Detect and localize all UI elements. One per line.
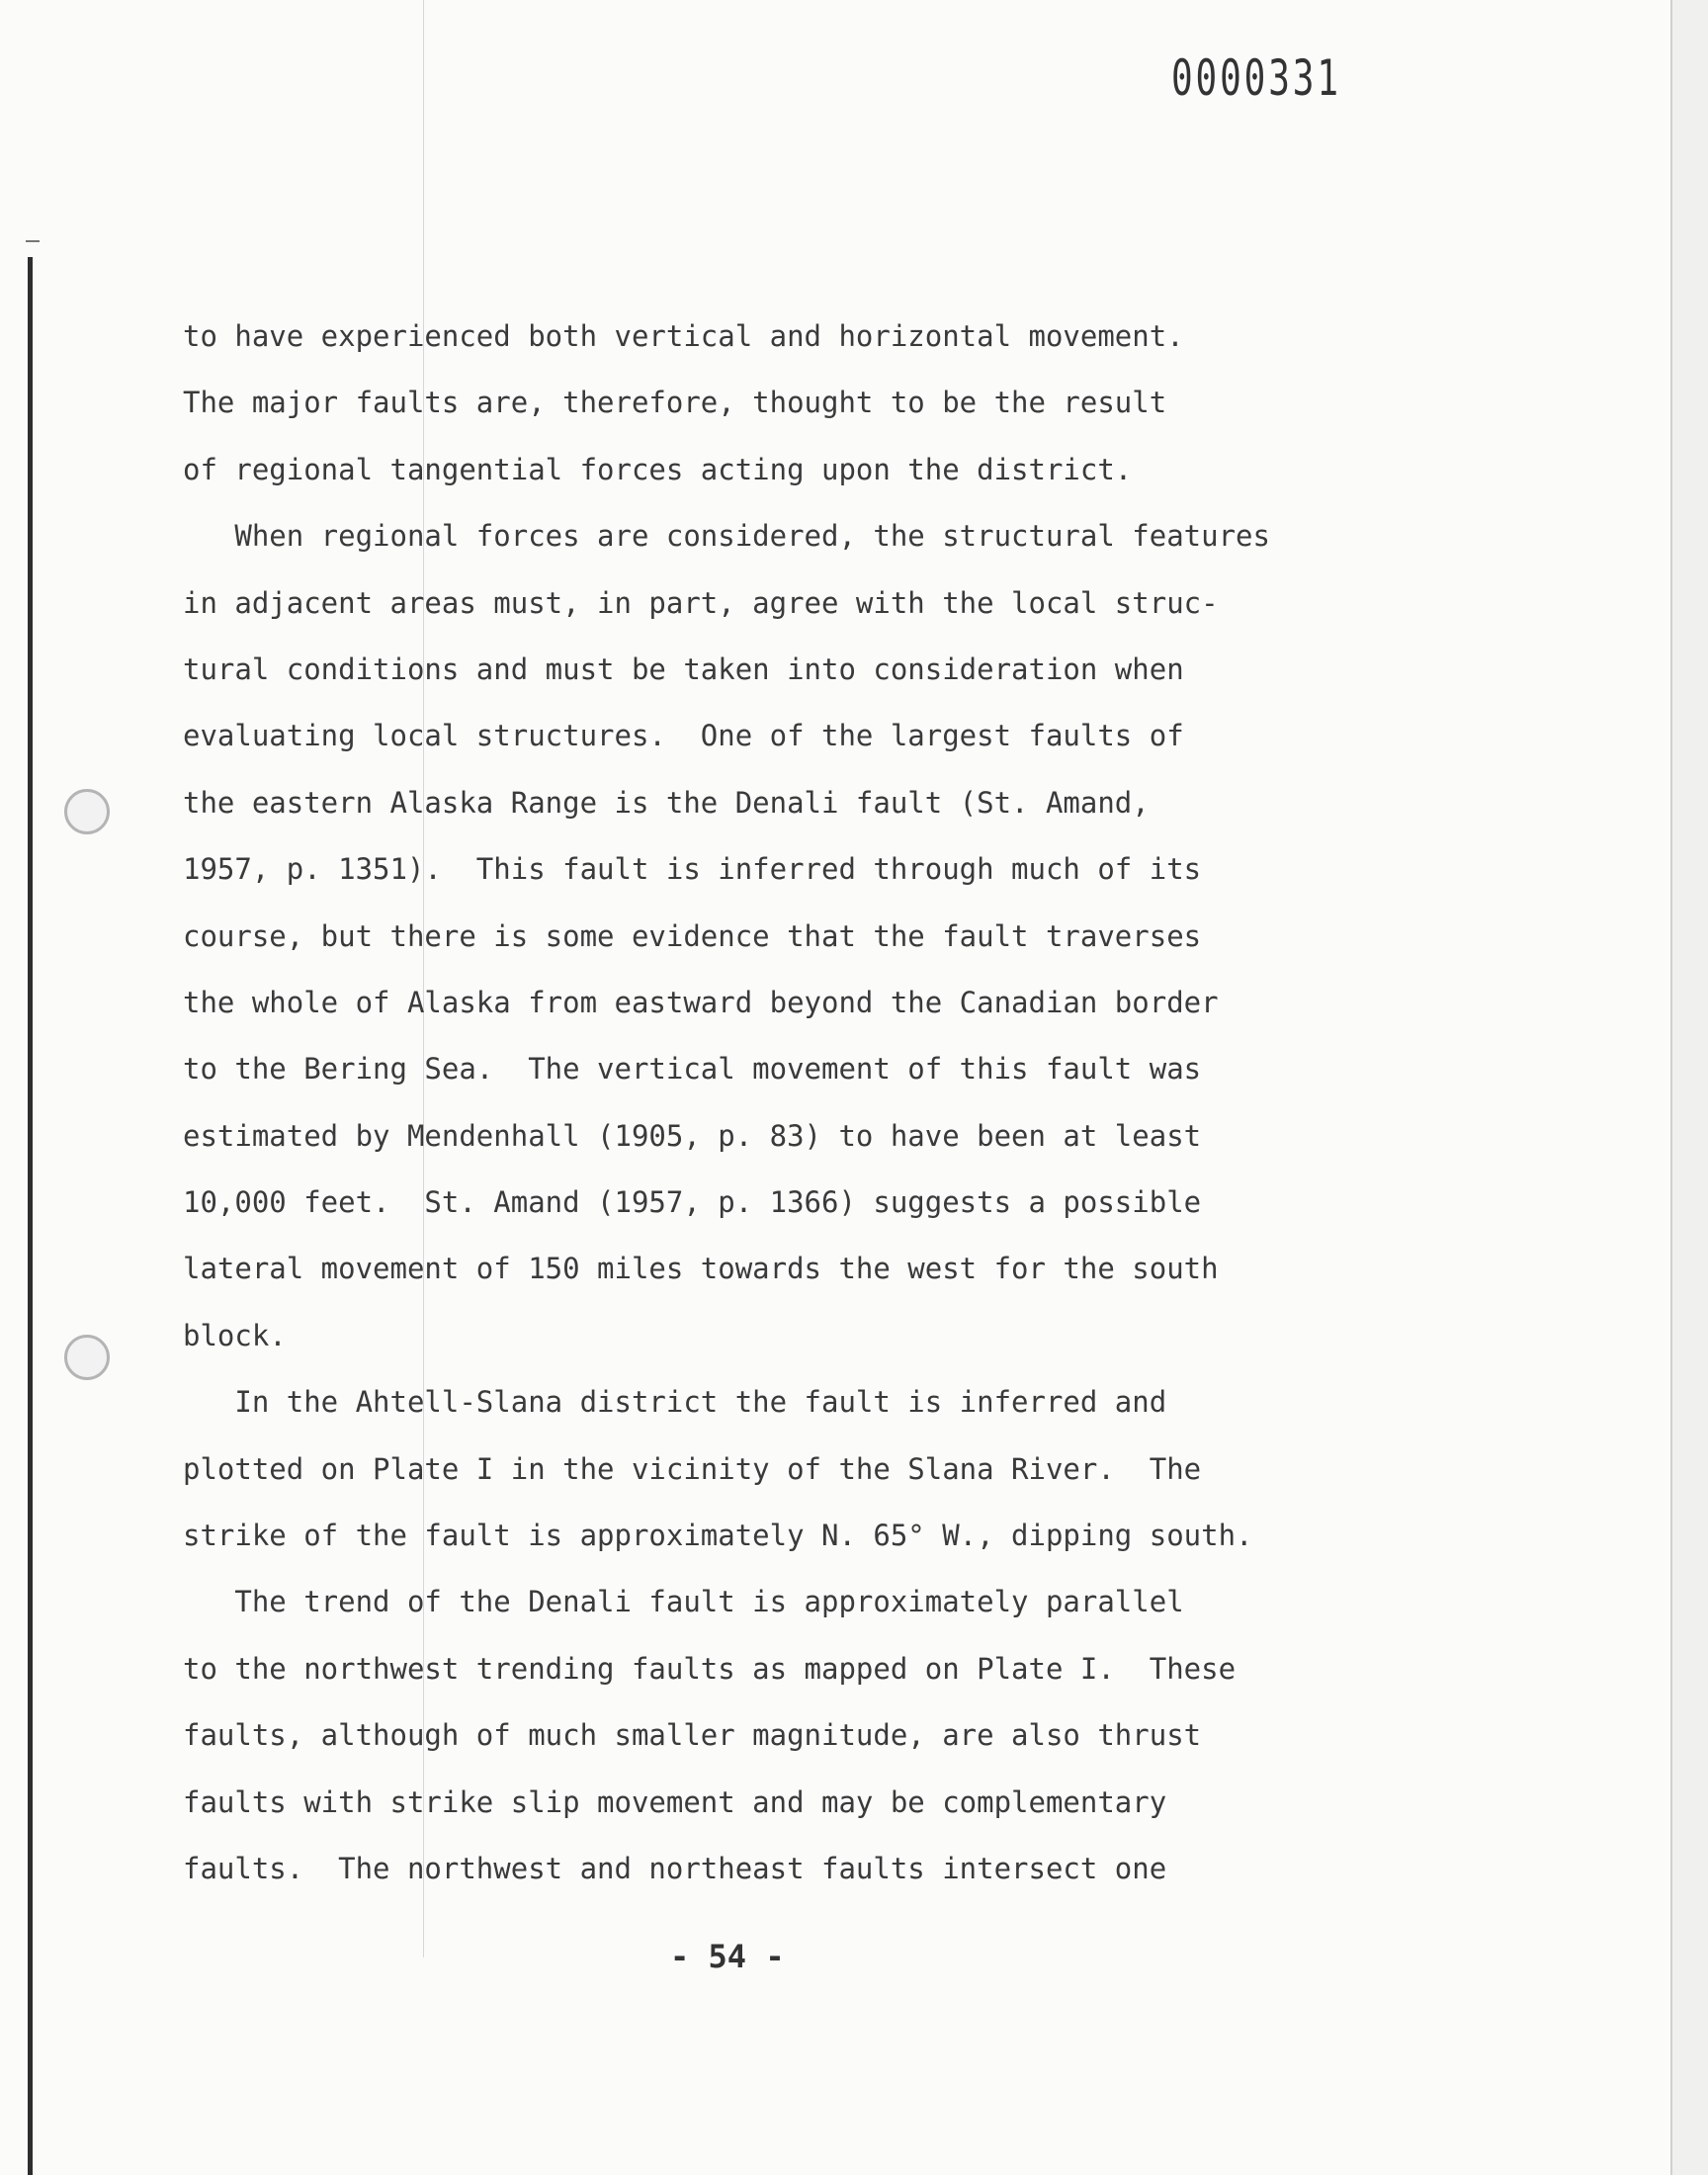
page-right-edge bbox=[1670, 0, 1672, 2175]
punch-hole-upper bbox=[64, 789, 110, 834]
text-line: 10,000 feet. St. Amand (1957, p. 1366) suggests a possible bbox=[183, 1185, 1202, 1220]
punch-hole-lower bbox=[64, 1335, 110, 1380]
text-line: The trend of the Denali fault is approximately parallel bbox=[183, 1585, 1184, 1619]
page-number: - 54 - bbox=[670, 1938, 785, 1975]
text-line: the whole of Alaska from eastward beyond the Canadian border bbox=[183, 985, 1219, 1019]
text-line: lateral movement of 150 miles towards the west for the south bbox=[183, 1252, 1219, 1286]
binding-tick-mark bbox=[26, 240, 40, 242]
text-line: When regional forces are considered, the structural features bbox=[183, 519, 1270, 554]
text-line: faults with strike slip movement and may be complementary bbox=[183, 1784, 1167, 1819]
text-line: faults, although of much smaller magnitude, are also thrust bbox=[183, 1718, 1202, 1753]
text-line: in adjacent areas must, in part, agree with the local struc- bbox=[183, 585, 1219, 620]
text-line: course, but there is some evidence that the fault traverses bbox=[183, 918, 1202, 953]
page-edge-shadow bbox=[1672, 0, 1708, 2175]
text-line: In the Ahtell-Slana district the fault is inferred and bbox=[183, 1385, 1167, 1420]
binding-edge-line bbox=[28, 257, 33, 2175]
text-line: estimated by Mendenhall (1905, p. 83) to have been at least bbox=[183, 1118, 1202, 1153]
text-line: The major faults are, therefore, thought to be the result bbox=[183, 386, 1167, 420]
text-line: of regional tangential forces acting upon the district. bbox=[183, 452, 1133, 486]
text-line: the eastern Alaska Range is the Denali fault (St. Amand, bbox=[183, 785, 1150, 820]
text-line: faults. The northwest and northeast faults intersect one bbox=[183, 1851, 1167, 1885]
text-line: plotted on Plate I in the vicinity of the Slana River. The bbox=[183, 1451, 1202, 1486]
page-stamp-number: 0000331 bbox=[1171, 49, 1341, 107]
text-line: to the northwest trending faults as mapped on Plate I. These bbox=[183, 1651, 1237, 1686]
text-line: evaluating local structures. One of the largest faults of bbox=[183, 719, 1184, 753]
text-line: tural conditions and must be taken into consideration when bbox=[183, 652, 1184, 686]
text-line: strike of the fault is approximately N. 65° W., dipping south. bbox=[183, 1519, 1253, 1553]
text-line: block. bbox=[183, 1318, 287, 1352]
text-line: 1957, p. 1351). This fault is inferred through much of its bbox=[183, 852, 1202, 887]
text-line: to have experienced both vertical and horizontal movement. bbox=[183, 319, 1184, 353]
body-text bbox=[183, 312, 1646, 1911]
text-line: to the Bering Sea. The vertical movement of this fault was bbox=[183, 1052, 1202, 1087]
